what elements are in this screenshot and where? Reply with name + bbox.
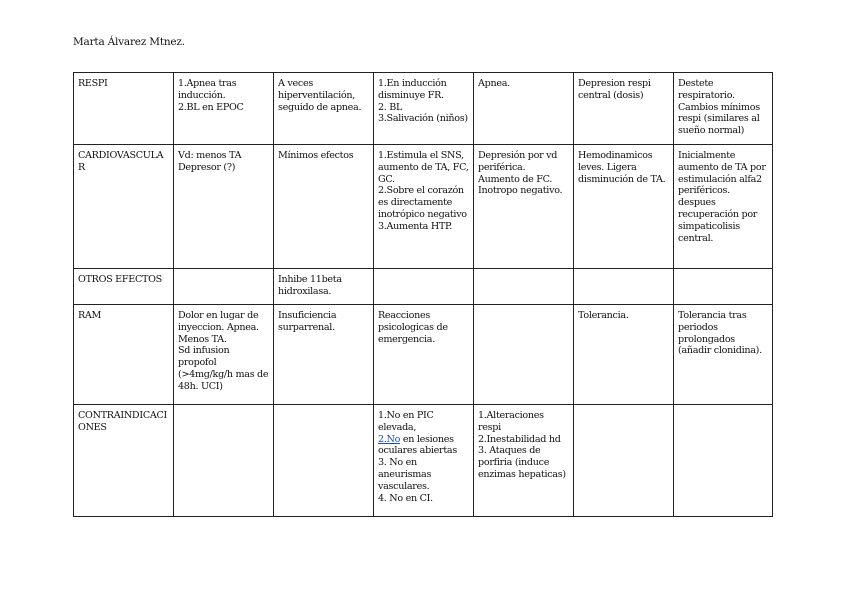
table-cell bbox=[474, 305, 574, 405]
cell-line: 2.BL en EPOC bbox=[178, 101, 244, 113]
table-cell-with-link bbox=[374, 405, 474, 517]
cell-line: 4. No en CI. bbox=[378, 492, 433, 504]
table-row-respi bbox=[74, 73, 773, 145]
row-label: OTROS EFECTOS bbox=[74, 269, 174, 305]
cell-link[interactable]: 2.No bbox=[378, 433, 401, 445]
cell-line: Depresor (?) bbox=[178, 161, 236, 173]
cell-line: 1.Alteraciones respi bbox=[478, 410, 544, 433]
table-cell: Depresion respi central (dosis) bbox=[574, 73, 674, 145]
table-cell bbox=[474, 405, 574, 517]
cell-line: 3.Salivación (niños) bbox=[378, 113, 468, 125]
drug-effects-table bbox=[73, 72, 773, 517]
table-cell bbox=[174, 145, 274, 269]
cell-line: 3. No en aneurismas vasculares. bbox=[378, 457, 432, 492]
table-row-cardiovascular bbox=[74, 145, 773, 269]
cell-line: Vd: menos TA bbox=[178, 150, 242, 161]
cell-line: Dolor en lugar de inyeccion. Apnea. Menos TA. bbox=[178, 310, 259, 345]
cell-line: 2.No en lesiones oculares abiertas bbox=[378, 433, 457, 457]
document-author: Marta Álvarez Mtnez. bbox=[73, 36, 185, 48]
table-cell: A veces hiperventilación, seguido de apnea. bbox=[274, 73, 374, 145]
cell-line: 2. BL bbox=[378, 101, 403, 113]
table-cell: Mínimos efectos bbox=[274, 145, 374, 269]
table-cell bbox=[574, 269, 674, 305]
table-cell bbox=[374, 73, 474, 145]
table-cell bbox=[274, 405, 374, 517]
table-cell bbox=[174, 269, 274, 305]
table-cell: Destete respiratorio. Cambios mínimos respi (similares al sueño normal) bbox=[674, 73, 773, 145]
table-cell: Inhibe 11beta hidroxilasa. bbox=[274, 269, 374, 305]
table-cell bbox=[374, 269, 474, 305]
cell-line: 1.En inducción disminuye FR. bbox=[378, 78, 447, 101]
row-label: RESPI bbox=[74, 73, 174, 145]
table-cell: Depresión por vd periférica. Aumento de FC. Inotropo negativo. bbox=[474, 145, 574, 269]
table-cell bbox=[374, 145, 474, 269]
cell-line: Sd infusion propofol (>4mg/kg/h mas de 48h. UCI) bbox=[178, 345, 269, 392]
table-cell: Apnea. bbox=[474, 73, 574, 145]
table-cell bbox=[174, 305, 274, 405]
table-cell bbox=[574, 405, 674, 517]
cell-line: 1.Apnea tras inducción. bbox=[178, 78, 237, 101]
cell-line: 2.Sobre el corazón es directamente inotrópico negativo bbox=[378, 185, 467, 220]
cell-line: 1.No en PIC elevada, bbox=[378, 410, 434, 433]
table-cell: Insuficiencia surparrenal. bbox=[274, 305, 374, 405]
row-label: CARDIOVASCULAR bbox=[74, 145, 174, 269]
cell-line: 1.Estimula el SNS, aumento de TA, FC, GC. bbox=[378, 150, 469, 185]
table-cell bbox=[174, 73, 274, 145]
table-row-contraindicaciones bbox=[74, 405, 773, 517]
table-cell: Reacciones psicologicas de emergencia. bbox=[374, 305, 474, 405]
cell-line: 2.Inestabilidad hd bbox=[478, 433, 561, 445]
table-row-ram bbox=[74, 305, 773, 405]
table-cell: Tolerancia. bbox=[574, 305, 674, 405]
table-cell: Tolerancia tras periodos prolongados (añadir clonidina). bbox=[674, 305, 773, 405]
table-cell: Inicialmente aumento de TA por estimulación alfa2 periféricos. despues recuperación por simpaticolisis central. bbox=[674, 145, 773, 269]
table-cell bbox=[174, 405, 274, 517]
table-cell bbox=[674, 269, 773, 305]
row-label: RAM bbox=[74, 305, 174, 405]
table-cell bbox=[674, 405, 773, 517]
table-cell bbox=[474, 269, 574, 305]
cell-line: 3. Ataques de porfiria (induce enzimas hepaticas) bbox=[478, 445, 566, 480]
table-cell: Hemodinamicos leves. Ligera disminución de TA. bbox=[574, 145, 674, 269]
table-row-otros-efectos bbox=[74, 269, 773, 305]
row-label: CONTRAINDICACIONES bbox=[74, 405, 174, 517]
cell-line: 3.Aumenta HTP. bbox=[378, 220, 452, 232]
